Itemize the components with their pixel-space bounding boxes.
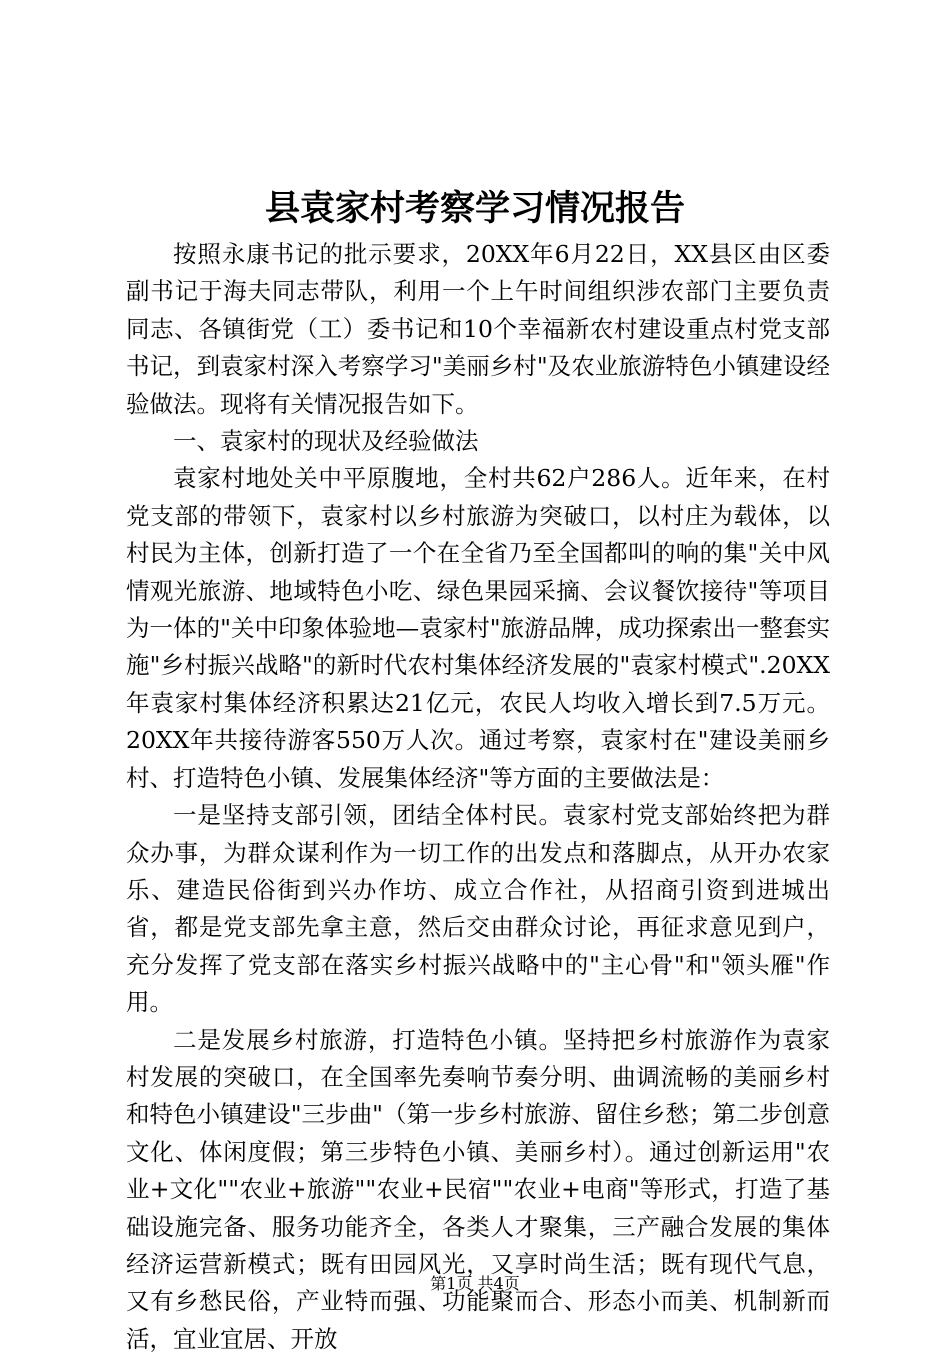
paragraph-point-1: 一是坚持支部引领，团结全体村民。袁家村党支部始终把为群众办事，为群众谋利作为一切工作的出发点和落脚点，从开办农家乐、建造民俗街到兴办作坊、成立合作社，从招商引资到进城出省，都是党支部先拿主意，然后交由群众讨论，再征求意见到户，充分发挥了党支部在落实乡村振兴战略中的"主心骨"和"领头雁"作用。 [126, 801, 830, 1017]
document-title: 县袁家村考察学习情况报告 [264, 188, 685, 229]
document-body [126, 236, 830, 1358]
section-heading-1: 一、袁家村的现状及经验做法 [173, 427, 479, 456]
paragraph-point-2: 二是发展乡村旅游，打造特色小镇。坚持把乡村旅游作为袁家村发展的突破口，在全国率先奏响节奏分明、曲调流畅的美丽乡村和特色小镇建设"三步曲"（第一步乡村旅游、留住乡愁；第二步创意文化、体闲度假；第三步特色小镇、美丽乡村）。通过创新运用"农业+文化""农业+旅游""农业+民宿""农业+电商"等形式，打造了基础设施完备、服务功能齐全，各类人才聚集，三产融合发展的集体经济运营新模式；既有田园风光，又享时尚生活；既有现代气息，又有乡愁民俗，产业特而强、功能聚而合、形态小而美、机制新而活，宜业宜居、开放 [126, 1025, 830, 1353]
paragraph-intro: 按照永康书记的批示要求，20XX年6月22日，XX县区由区委副书记于海夫同志带队，利用一个上午时间组织涉农部门主要负责同志、各镇街党（工）委书记和10个幸福新农村建设重点村党支部书记，到袁家村深入考察学习"美丽乡村"及农业旅游特色小镇建设经验做法。现将有关情况报告如下。 [126, 240, 830, 418]
paragraph-status: 袁家村地处关中平原腹地，全村共62户286人。近年来，在村党支部的带领下，袁家村以乡村旅游为突破口，以村庄为载体，以村民为主体，创新打造了一个在全省乃至全国都叫的响的集"关中风情观光旅游、地域特色小吃、绿色果园采摘、会议餐饮接待"等项目为一体的"关中印象体验地—袁家村"旅游品牌，成功探索出一整套实施"乡村振兴战略"的新时代农村集体经济发展的"袁家村模式".20XX年袁家村集体经济积累达21亿元，农民人均收入增长到7.5万元。20XX年共接待游客550万人次。通过考察，袁家村在"建设美丽乡村、打造特色小镇、发展集体经济"等方面的主要做法是： [126, 464, 830, 792]
page-number-footer: 第1页 共4页 [430, 1274, 520, 1293]
